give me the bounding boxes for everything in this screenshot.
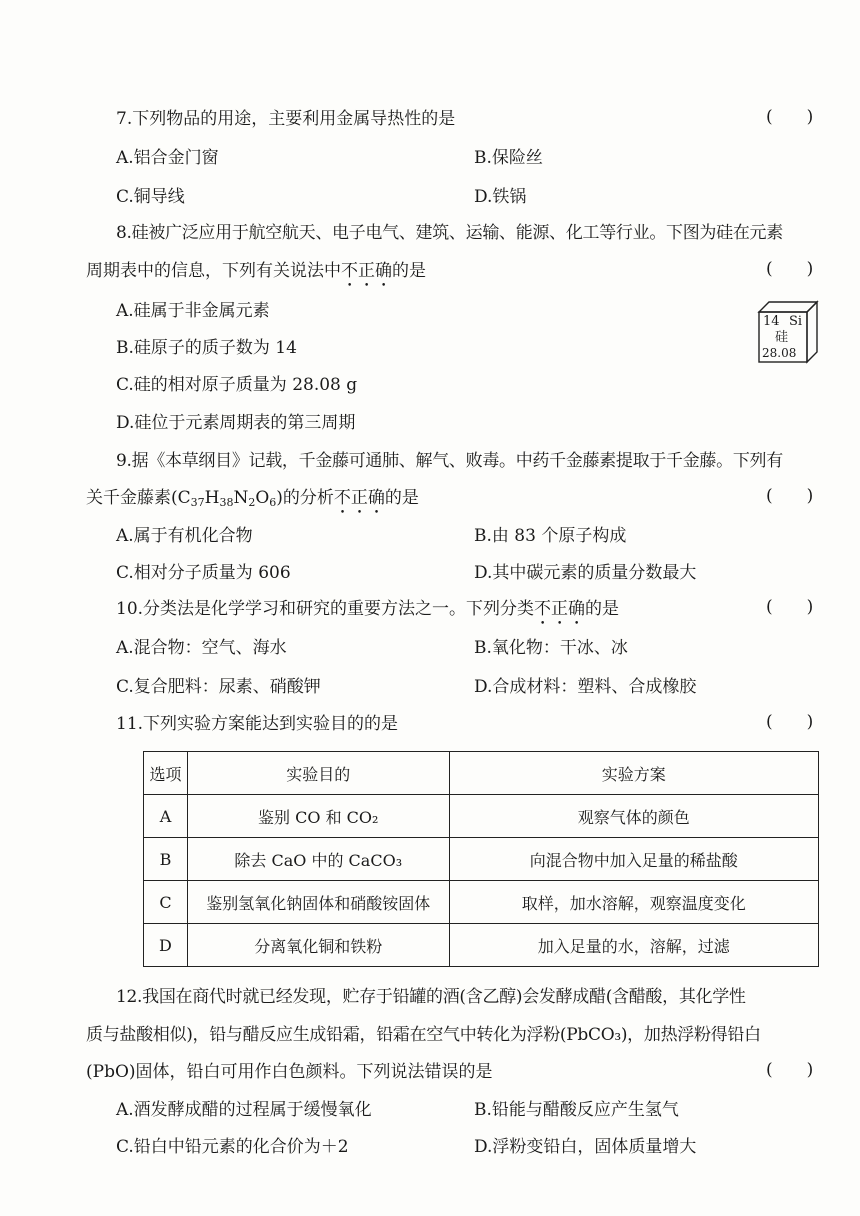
table-cell: B [144,838,188,881]
table-cell: 分离氧化铜和铁粉 [187,924,449,967]
table-cell: 鉴别氢氧化钠固体和硝酸铵固体 [187,881,449,924]
table-cell: C [144,881,188,924]
q8-option-d: D.硅位于元素周期表的第三周期 [116,413,356,433]
q9-option-b: B.由 83 个原子构成 [474,526,627,546]
q7-option-c: C.铜导线 [116,187,185,207]
q12-option-c: C.铅白中铅元素的化合价为＋2 [116,1137,349,1157]
table-cell: 取样，加水溶解，观察温度变化 [449,881,818,924]
q8-emphasis: 不正确 [341,261,392,281]
q10-option-c: C.复合肥料：尿素、硝酸钾 [116,677,321,697]
q7-option-a: A.铝合金门窗 [116,148,219,168]
q12-option-b: B.铅能与醋酸反应产生氢气 [474,1100,679,1120]
q7-answer-paren[interactable]: ( ) [766,107,814,127]
q9-stem-line2: 关千金藤素$(C_{37}H_{38}N_2O_6)$的分析不正确的是 [86,488,419,509]
q9-emphasis: 不正确 [333,488,385,508]
q8-option-a: A.硅属于非金属元素 [116,301,270,321]
table-cell: 鉴别 CO 和 CO₂ [187,795,449,838]
q9-answer-paren[interactable]: ( ) [766,486,814,506]
table-header-row [144,752,819,795]
table-row [144,924,819,967]
q7-stem: 7.下列物品的用途，主要利用金属导热性的是 [116,109,456,129]
q10-answer-paren[interactable]: ( ) [766,597,814,617]
q9-option-c: C.相对分子质量为 606 [116,563,291,583]
table-cell: 除去 CaO 中的 CaCO₃ [187,838,449,881]
table-cell: 向混合物中加入足量的稀盐酸 [449,838,818,881]
q8-stem-line1: 8.硅被广泛应用于航空航天、电子电气、建筑、运输、能源、化工等行业。下图为硅在元素 [116,223,783,243]
experiment-table [143,751,819,967]
q10-option-a: A.混合物：空气、海水 [116,638,287,658]
table-row [144,838,819,881]
element-number: 14 [763,314,780,329]
q7-option-b: B.保险丝 [474,148,543,168]
table-cell: A [144,795,188,838]
element-name: 硅 [775,330,789,345]
element-mass: 28.08 [762,346,797,360]
q8-option-c: C.硅的相对原子质量为 28.08 g [116,375,358,395]
q8-answer-paren[interactable]: ( ) [766,259,814,279]
q9-stem-line1: 9.据《本草纲目》记载，千金藤可通肺、解气、败毒。中药千金藤素提取于千金藤。下列有 [116,451,783,471]
q10-emphasis: 不正确 [534,599,586,619]
header-plan: 实验方案 [449,752,818,795]
q12-stem-line1: 12.我国在商代时就已经发现，贮存于铅罐的酒(含乙醇)会发酵成醋(含醋酸，其化学性 [116,987,746,1007]
q12-option-a: A.酒发酵成醋的过程属于缓慢氧化 [116,1100,372,1120]
element-symbol: Si [789,314,803,329]
header-option: 选项 [144,752,188,795]
q12-option-d: D.浮粉变铅白，固体质量增大 [474,1137,697,1157]
q9-option-d: D.其中碳元素的质量分数最大 [474,563,697,583]
q10-stem: 10.分类法是化学学习和研究的重要方法之一。下列分类不正确的是 [116,599,620,619]
header-purpose: 实验目的 [187,752,449,795]
table-cell: 加入足量的水，溶解，过滤 [449,924,818,967]
silicon-element-card [757,300,819,364]
q11-stem: 11.下列实验方案能达到实验目的的是 [116,714,399,734]
q11-answer-paren[interactable]: ( ) [766,712,814,732]
q12-stem-line3: (PbO)固体，铅白可用作白色颜料。下列说法错误的是 [86,1062,493,1082]
table-row [144,881,819,924]
q12-answer-paren[interactable]: ( ) [766,1060,814,1080]
q10-option-d: D.合成材料：塑料、合成橡胶 [474,677,697,697]
table-cell: 观察气体的颜色 [449,795,818,838]
table-cell: D [144,924,188,967]
q7-option-d: D.铁锅 [474,187,527,207]
q10-option-b: B.氧化物：干冰、冰 [474,638,628,658]
q9-option-a: A.属于有机化合物 [116,526,253,546]
q12-stem-line2: 质与盐酸相似)，铅与醋反应生成铅霜，铅霜在空气中转化为浮粉(PbCO₃)，加热浮粉得铅白 [86,1025,761,1045]
q8-stem-line2: 周期表中的信息，下列有关说法中不正确的是 [86,261,426,281]
q8-option-b: B.硅原子的质子数为 14 [116,338,297,358]
table-row [144,795,819,838]
